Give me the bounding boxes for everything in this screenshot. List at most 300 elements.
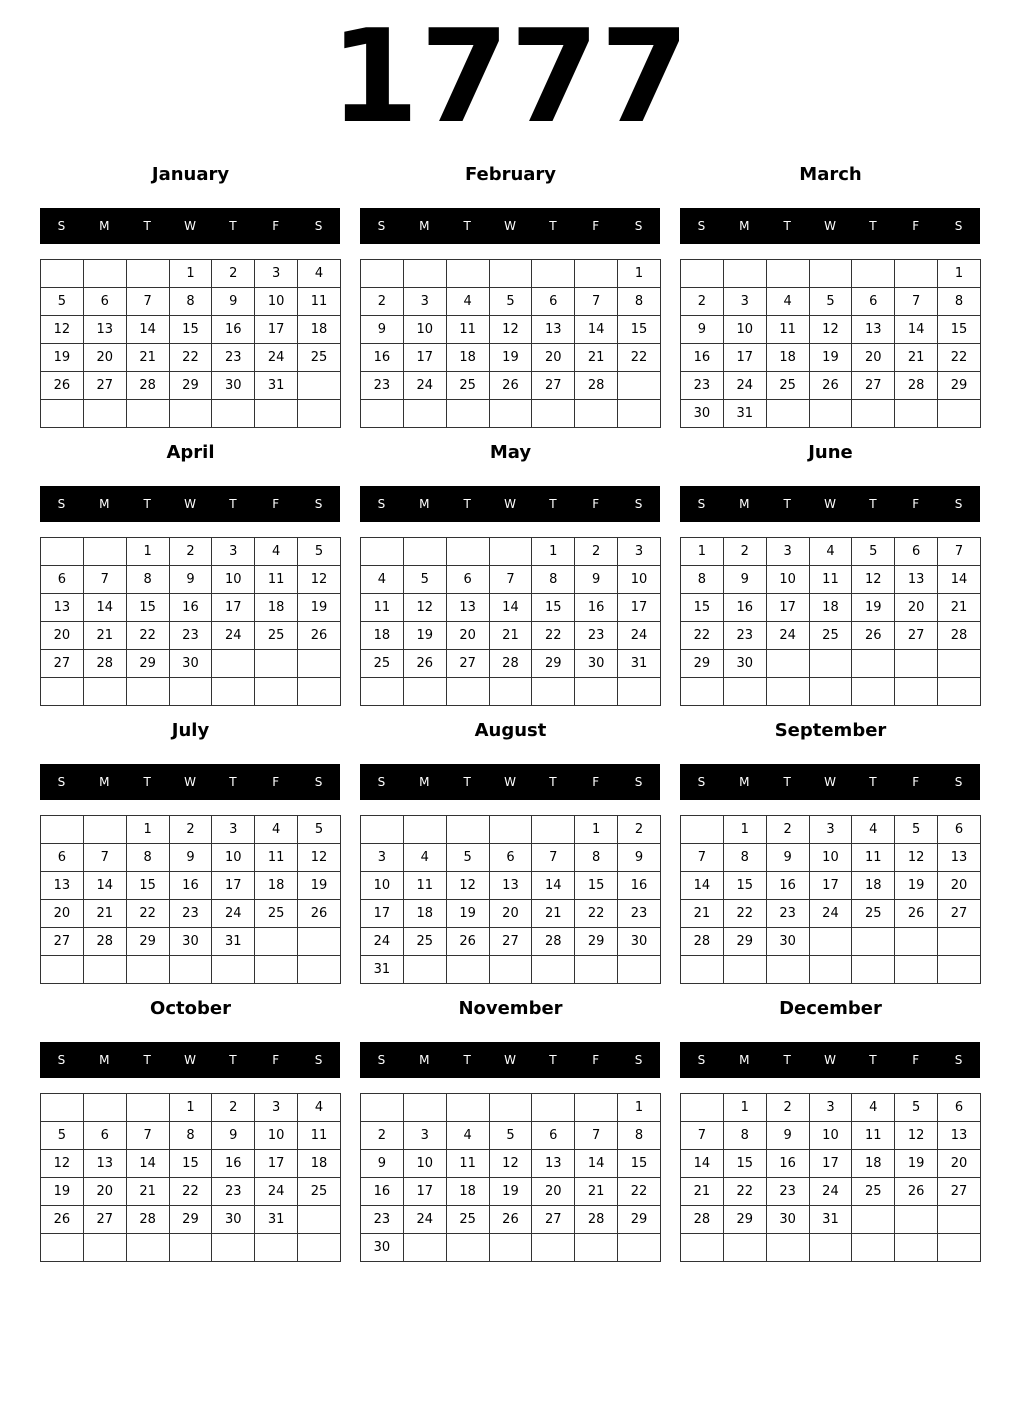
day-cell — [532, 816, 575, 844]
day-cell — [852, 650, 895, 678]
day-cell: 13 — [83, 1150, 126, 1178]
day-cell — [489, 956, 532, 984]
day-cell: 25 — [446, 1206, 489, 1234]
day-cell: 10 — [212, 844, 255, 872]
day-cell — [41, 1234, 84, 1262]
day-cell — [298, 372, 341, 400]
day-cell — [169, 1234, 212, 1262]
day-cell: 13 — [41, 594, 84, 622]
week-row — [41, 372, 341, 400]
day-cell — [766, 260, 809, 288]
day-cell: 9 — [723, 566, 766, 594]
day-cell: 6 — [489, 844, 532, 872]
day-grid — [40, 1093, 341, 1262]
day-cell: 21 — [126, 1178, 169, 1206]
weekday-label: S — [57, 497, 66, 511]
day-cell: 5 — [41, 1122, 84, 1150]
week-row — [41, 1094, 341, 1122]
day-cell: 14 — [575, 316, 618, 344]
day-cell: 30 — [212, 1206, 255, 1234]
week-row — [361, 650, 661, 678]
day-cell: 1 — [575, 816, 618, 844]
day-cell: 20 — [489, 900, 532, 928]
day-cell — [809, 928, 852, 956]
weekday-header — [40, 1042, 340, 1078]
weekday-label: S — [377, 219, 386, 233]
day-cell: 2 — [212, 1094, 255, 1122]
day-cell — [852, 1234, 895, 1262]
day-cell: 26 — [895, 900, 938, 928]
day-cell: 18 — [852, 872, 895, 900]
day-cell: 6 — [83, 1122, 126, 1150]
day-cell — [852, 956, 895, 984]
day-cell — [212, 956, 255, 984]
day-cell: 11 — [361, 594, 404, 622]
day-cell — [938, 650, 981, 678]
day-cell: 25 — [255, 622, 298, 650]
day-cell: 9 — [212, 1122, 255, 1150]
day-cell — [403, 1234, 446, 1262]
day-cell: 13 — [938, 1122, 981, 1150]
day-cell: 28 — [895, 372, 938, 400]
day-cell: 26 — [895, 1178, 938, 1206]
month-title: May — [489, 442, 532, 463]
day-cell: 24 — [403, 372, 446, 400]
day-cell: 13 — [852, 316, 895, 344]
day-cell: 14 — [126, 1150, 169, 1178]
day-cell — [126, 678, 169, 706]
day-cell: 28 — [575, 1206, 618, 1234]
day-cell — [446, 816, 489, 844]
day-cell: 14 — [575, 1150, 618, 1178]
day-cell: 2 — [212, 260, 255, 288]
weekday-label: F — [592, 219, 600, 233]
day-cell: 1 — [618, 260, 661, 288]
day-cell: 4 — [403, 844, 446, 872]
day-cell: 16 — [361, 1178, 404, 1206]
day-cell — [255, 1234, 298, 1262]
week-row — [681, 1150, 981, 1178]
day-cell: 27 — [41, 650, 84, 678]
week-row — [681, 344, 981, 372]
day-cell: 25 — [361, 650, 404, 678]
day-cell: 12 — [489, 1150, 532, 1178]
day-cell — [575, 956, 618, 984]
weekday-label: S — [377, 497, 386, 511]
day-cell: 3 — [212, 538, 255, 566]
weekday-label: T — [783, 1053, 791, 1067]
weekday-label: F — [912, 497, 920, 511]
weekday-header — [680, 1042, 980, 1078]
day-cell — [298, 678, 341, 706]
day-cell: 10 — [766, 566, 809, 594]
weekday-label: M — [419, 1053, 430, 1067]
day-cell: 22 — [575, 900, 618, 928]
day-cell: 10 — [809, 1122, 852, 1150]
weekday-label: W — [824, 219, 836, 233]
weekday-label: M — [419, 219, 430, 233]
day-cell: 15 — [575, 872, 618, 900]
day-cell: 24 — [361, 928, 404, 956]
weekday-label: M — [739, 775, 750, 789]
day-cell: 3 — [766, 538, 809, 566]
day-cell: 23 — [212, 344, 255, 372]
day-cell — [852, 678, 895, 706]
weekday-label: T — [549, 497, 557, 511]
day-cell: 19 — [298, 594, 341, 622]
day-cell — [446, 400, 489, 428]
day-cell: 15 — [938, 316, 981, 344]
day-cell: 1 — [681, 538, 724, 566]
day-cell: 22 — [938, 344, 981, 372]
day-cell: 12 — [489, 316, 532, 344]
week-row — [681, 594, 981, 622]
day-cell: 6 — [41, 844, 84, 872]
day-cell: 8 — [169, 288, 212, 316]
day-cell — [809, 400, 852, 428]
day-cell: 27 — [83, 1206, 126, 1234]
week-row — [361, 400, 661, 428]
day-cell: 11 — [403, 872, 446, 900]
day-cell: 10 — [403, 316, 446, 344]
day-cell: 7 — [938, 538, 981, 566]
weekday-label: M — [739, 497, 750, 511]
day-cell — [489, 816, 532, 844]
weekday-label: S — [377, 1053, 386, 1067]
day-cell — [298, 400, 341, 428]
weekday-label: S — [697, 219, 706, 233]
day-cell: 5 — [895, 816, 938, 844]
day-cell — [255, 928, 298, 956]
day-cell: 12 — [895, 844, 938, 872]
day-cell — [446, 538, 489, 566]
day-cell — [212, 1234, 255, 1262]
weekday-label: W — [824, 1053, 836, 1067]
day-cell — [298, 928, 341, 956]
day-cell — [83, 1234, 126, 1262]
day-cell — [212, 678, 255, 706]
week-row — [41, 622, 341, 650]
month-title: June — [808, 442, 853, 463]
day-cell: 30 — [212, 372, 255, 400]
day-cell: 6 — [532, 1122, 575, 1150]
day-cell — [403, 1094, 446, 1122]
weekday-label: W — [504, 775, 516, 789]
day-cell — [169, 678, 212, 706]
day-cell — [446, 260, 489, 288]
weekday-label: F — [272, 497, 280, 511]
month-title: August — [474, 720, 547, 741]
day-cell: 4 — [446, 288, 489, 316]
weekday-label: T — [143, 219, 151, 233]
weekday-header — [40, 208, 340, 244]
day-cell: 8 — [169, 1122, 212, 1150]
day-cell — [41, 260, 84, 288]
day-cell: 3 — [723, 288, 766, 316]
day-cell: 17 — [618, 594, 661, 622]
day-cell: 14 — [83, 872, 126, 900]
day-cell: 22 — [532, 622, 575, 650]
weekday-label: T — [229, 1053, 237, 1067]
day-cell — [403, 400, 446, 428]
day-cell: 2 — [361, 1122, 404, 1150]
day-cell: 12 — [41, 316, 84, 344]
day-cell: 28 — [532, 928, 575, 956]
day-cell: 30 — [766, 928, 809, 956]
day-cell: 7 — [83, 844, 126, 872]
day-cell — [618, 678, 661, 706]
weekday-label: F — [272, 1053, 280, 1067]
weekday-label: M — [99, 219, 110, 233]
day-cell: 26 — [403, 650, 446, 678]
day-cell: 3 — [618, 538, 661, 566]
week-row — [41, 1178, 341, 1206]
day-cell: 3 — [403, 288, 446, 316]
day-cell: 7 — [575, 288, 618, 316]
day-cell — [766, 956, 809, 984]
day-cell — [169, 956, 212, 984]
day-cell: 11 — [809, 566, 852, 594]
day-cell — [126, 1094, 169, 1122]
weekday-label: T — [143, 497, 151, 511]
day-cell: 25 — [255, 900, 298, 928]
day-cell: 2 — [723, 538, 766, 566]
day-cell: 15 — [723, 1150, 766, 1178]
day-cell: 21 — [938, 594, 981, 622]
day-cell: 19 — [895, 872, 938, 900]
day-cell — [403, 816, 446, 844]
week-row — [681, 1122, 981, 1150]
week-row — [361, 900, 661, 928]
day-cell: 5 — [41, 288, 84, 316]
day-cell: 12 — [852, 566, 895, 594]
day-cell: 24 — [212, 900, 255, 928]
day-cell: 9 — [575, 566, 618, 594]
day-cell: 17 — [723, 344, 766, 372]
day-cell: 18 — [403, 900, 446, 928]
day-cell: 5 — [852, 538, 895, 566]
day-cell — [575, 1234, 618, 1262]
day-cell: 20 — [852, 344, 895, 372]
day-cell — [809, 260, 852, 288]
day-cell — [361, 260, 404, 288]
day-cell: 1 — [126, 538, 169, 566]
week-row — [361, 928, 661, 956]
day-cell: 26 — [41, 1206, 84, 1234]
day-grid — [40, 537, 341, 706]
day-cell: 11 — [852, 1122, 895, 1150]
weekday-header — [40, 486, 340, 522]
day-cell — [126, 400, 169, 428]
weekday-label: S — [697, 497, 706, 511]
day-cell: 22 — [169, 1178, 212, 1206]
day-cell: 17 — [255, 316, 298, 344]
day-cell — [895, 678, 938, 706]
day-cell: 20 — [532, 1178, 575, 1206]
day-cell: 20 — [938, 1150, 981, 1178]
day-cell: 9 — [361, 1150, 404, 1178]
day-cell: 29 — [618, 1206, 661, 1234]
week-row — [361, 372, 661, 400]
week-row — [681, 678, 981, 706]
day-cell: 1 — [169, 1094, 212, 1122]
day-cell: 14 — [83, 594, 126, 622]
week-row — [681, 650, 981, 678]
week-row — [41, 1206, 341, 1234]
week-row — [681, 622, 981, 650]
day-cell: 22 — [723, 900, 766, 928]
day-cell — [532, 1094, 575, 1122]
week-row — [361, 1094, 661, 1122]
day-cell: 30 — [681, 400, 724, 428]
day-cell: 18 — [766, 344, 809, 372]
day-grid — [360, 815, 661, 984]
day-cell: 29 — [938, 372, 981, 400]
day-cell: 28 — [681, 928, 724, 956]
week-row — [41, 1122, 341, 1150]
day-cell: 19 — [852, 594, 895, 622]
day-cell: 10 — [212, 566, 255, 594]
day-grid — [680, 815, 981, 984]
day-cell: 15 — [723, 872, 766, 900]
day-cell: 30 — [618, 928, 661, 956]
day-cell: 5 — [489, 288, 532, 316]
day-cell — [766, 678, 809, 706]
day-cell: 3 — [361, 844, 404, 872]
weekday-label: F — [272, 219, 280, 233]
day-cell: 15 — [618, 316, 661, 344]
week-row — [361, 566, 661, 594]
day-cell: 4 — [255, 538, 298, 566]
weekday-label: T — [869, 1053, 877, 1067]
day-cell: 8 — [681, 566, 724, 594]
day-cell — [361, 678, 404, 706]
day-cell: 2 — [361, 288, 404, 316]
day-cell: 21 — [126, 344, 169, 372]
day-cell: 21 — [895, 344, 938, 372]
day-cell — [895, 650, 938, 678]
weekday-label: T — [463, 1053, 471, 1067]
day-cell: 15 — [169, 1150, 212, 1178]
month-title: July — [171, 720, 210, 741]
day-cell: 16 — [766, 872, 809, 900]
day-cell — [41, 1094, 84, 1122]
day-cell: 2 — [766, 816, 809, 844]
day-cell — [895, 260, 938, 288]
day-cell: 20 — [446, 622, 489, 650]
day-cell: 14 — [681, 872, 724, 900]
month-title: November — [458, 998, 563, 1019]
weekday-header — [360, 208, 660, 244]
day-cell — [575, 400, 618, 428]
day-cell — [895, 400, 938, 428]
weekday-label: W — [824, 775, 836, 789]
day-cell: 23 — [212, 1178, 255, 1206]
day-cell: 30 — [766, 1206, 809, 1234]
day-cell: 1 — [618, 1094, 661, 1122]
week-row — [361, 288, 661, 316]
day-cell: 23 — [361, 372, 404, 400]
week-row — [361, 316, 661, 344]
weekday-label: F — [272, 775, 280, 789]
day-cell: 25 — [852, 1178, 895, 1206]
week-row — [681, 1206, 981, 1234]
day-cell — [446, 678, 489, 706]
day-cell — [681, 678, 724, 706]
weekday-label: S — [954, 775, 963, 789]
weekday-label: T — [783, 775, 791, 789]
day-grid — [680, 259, 981, 428]
weekday-header — [680, 486, 980, 522]
day-cell: 17 — [212, 594, 255, 622]
day-cell: 14 — [895, 316, 938, 344]
month-title: October — [150, 998, 231, 1019]
day-cell: 17 — [361, 900, 404, 928]
day-cell — [212, 650, 255, 678]
weekday-header — [360, 1042, 660, 1078]
week-row — [681, 1178, 981, 1206]
week-row — [681, 816, 981, 844]
week-row — [41, 594, 341, 622]
day-cell — [938, 400, 981, 428]
day-cell: 25 — [766, 372, 809, 400]
week-row — [361, 1234, 661, 1262]
day-cell: 25 — [403, 928, 446, 956]
day-cell — [809, 956, 852, 984]
day-cell: 15 — [532, 594, 575, 622]
day-cell: 18 — [298, 316, 341, 344]
day-cell — [938, 956, 981, 984]
day-cell: 5 — [446, 844, 489, 872]
day-cell: 24 — [255, 344, 298, 372]
day-cell — [489, 1234, 532, 1262]
day-cell: 31 — [255, 372, 298, 400]
day-cell: 18 — [446, 1178, 489, 1206]
day-cell: 19 — [446, 900, 489, 928]
week-row — [361, 622, 661, 650]
day-cell: 8 — [618, 288, 661, 316]
day-cell: 27 — [41, 928, 84, 956]
day-cell: 11 — [255, 844, 298, 872]
day-cell: 13 — [532, 1150, 575, 1178]
weekday-label: M — [99, 1053, 110, 1067]
day-cell — [938, 678, 981, 706]
day-cell — [126, 956, 169, 984]
day-grid — [680, 537, 981, 706]
day-cell: 5 — [298, 816, 341, 844]
day-cell — [83, 678, 126, 706]
day-cell: 20 — [83, 1178, 126, 1206]
day-grid — [360, 537, 661, 706]
day-cell: 27 — [938, 900, 981, 928]
day-grid — [360, 259, 661, 428]
weekday-label: W — [824, 497, 836, 511]
day-cell: 6 — [446, 566, 489, 594]
day-cell: 24 — [809, 1178, 852, 1206]
weekday-label: S — [314, 775, 323, 789]
weekday-label: S — [57, 1053, 66, 1067]
day-cell — [575, 260, 618, 288]
weekday-label: S — [954, 219, 963, 233]
day-cell: 31 — [723, 400, 766, 428]
week-row — [361, 1122, 661, 1150]
week-row — [41, 400, 341, 428]
day-cell — [489, 678, 532, 706]
weekday-label: T — [463, 219, 471, 233]
day-cell: 21 — [575, 1178, 618, 1206]
day-cell: 4 — [809, 538, 852, 566]
weekday-label: M — [739, 1053, 750, 1067]
